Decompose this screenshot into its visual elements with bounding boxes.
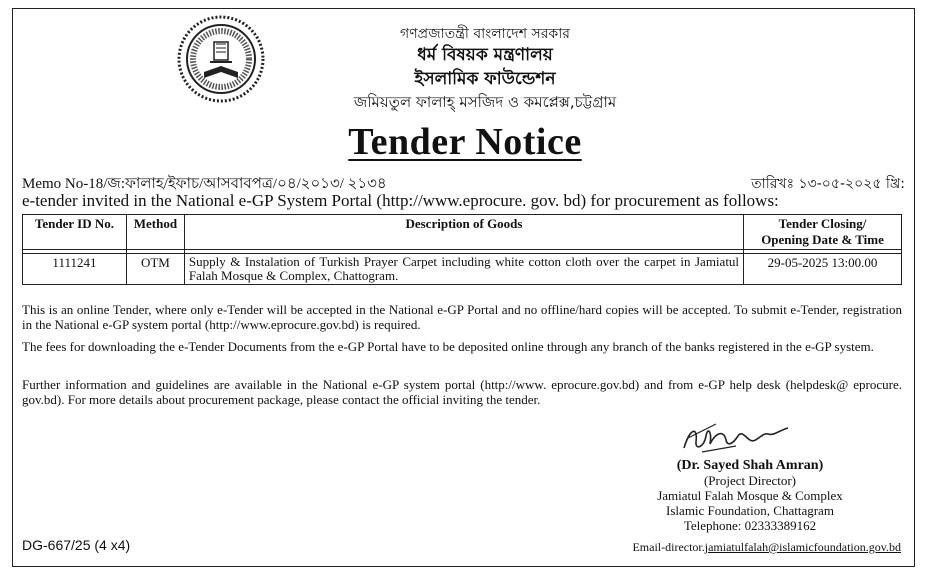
ministry-line: ধর্ম বিষয়ক মন্ত্রণালয় xyxy=(417,45,553,65)
email-link[interactable]: jamiatulfalah@islamicfoundation.gov.bd xyxy=(704,540,901,554)
table-row xyxy=(23,254,902,285)
complex-line: জমিয়তুল ফালাহ্ মসজিদ ও কমপ্লেক্স,চট্টগ্রাম xyxy=(353,93,617,111)
page-title: Tender Notice xyxy=(348,121,582,163)
signatory-phone: Telephone: 02333389162 xyxy=(683,518,817,533)
signatory-name: (Dr. Sayed Shah Amran) xyxy=(676,458,824,473)
signatory-designation: (Project Director) xyxy=(703,473,797,488)
header-tender-id: Tender ID No. xyxy=(23,215,127,250)
intro-text: e-tender invited in the National e-GP System Portal (http://www.eprocure. gov. bd) for procurement as follows: xyxy=(22,191,779,210)
header-closing-line1: Tender Closing/ xyxy=(778,216,867,231)
tender-table xyxy=(22,214,902,285)
header-method: Method xyxy=(126,215,184,250)
paragraph-fees: The fees for downloading the e-Tender Documents from the e-GP Portal have to be deposited online through any branch of the banks registered in the e-GP system. xyxy=(22,339,874,354)
signatory-place: Islamic Foundation, Chattagram xyxy=(666,503,834,518)
cell-method: OTM xyxy=(126,254,184,285)
dg-reference: DG-667/25 (4 x4) xyxy=(22,537,131,553)
signatory-block xyxy=(585,458,915,533)
signatory-email xyxy=(632,540,901,555)
memo-number: Memo No-18/জ:ফালাহ/ইফাচ/আসবাবপত্র/০৪/২০১৩/ ২১৩৪ xyxy=(22,176,387,192)
signature-image xyxy=(676,418,796,458)
cell-description: Supply & Instalation of Turkish Prayer Carpet including white cotton cloth over the carpet in Jamiatul Falah Mosque & Complex, Chattogram. xyxy=(184,254,743,285)
cell-closing: 29-05-2025 13:00.00 xyxy=(744,254,902,285)
header-description: Description of Goods xyxy=(184,215,743,250)
government-line: গণপ্রজাতন্ত্রী বাংলাদেশ সরকার xyxy=(400,26,570,42)
paragraph-further-info: Further information and guidelines are available in the National e-GP system portal (http://www. eprocure.gov.bd) and from e-GP help desk (helpdesk@ eprocure. gov.bd). For more details about procurement package, please contact the official inviting the tender. xyxy=(22,377,902,407)
table-header-row xyxy=(23,215,902,250)
foundation-line: ইসলামিক ফাউন্ডেশন xyxy=(414,69,556,89)
paragraph-online-tender: This is an online Tender, where only e-Tender will be accepted in the National e-GP Portal and no offline/hard copies will be accepted. To submit e-Tender, registration in the National e-GP system portal (http://www.eprocure.gov.bd) is required. xyxy=(22,302,902,332)
email-prefix: Email-director. xyxy=(632,540,705,554)
signatory-org: Jamiatul Falah Mosque & Complex xyxy=(657,488,843,503)
header-closing-line2: Opening Date & Time xyxy=(761,232,884,247)
header-closing xyxy=(744,215,902,250)
cell-tender-id: 1111241 xyxy=(23,254,127,285)
memo-date: তারিখঃ ১৩-০৫-২০২৫ খ্রি: xyxy=(751,176,905,192)
